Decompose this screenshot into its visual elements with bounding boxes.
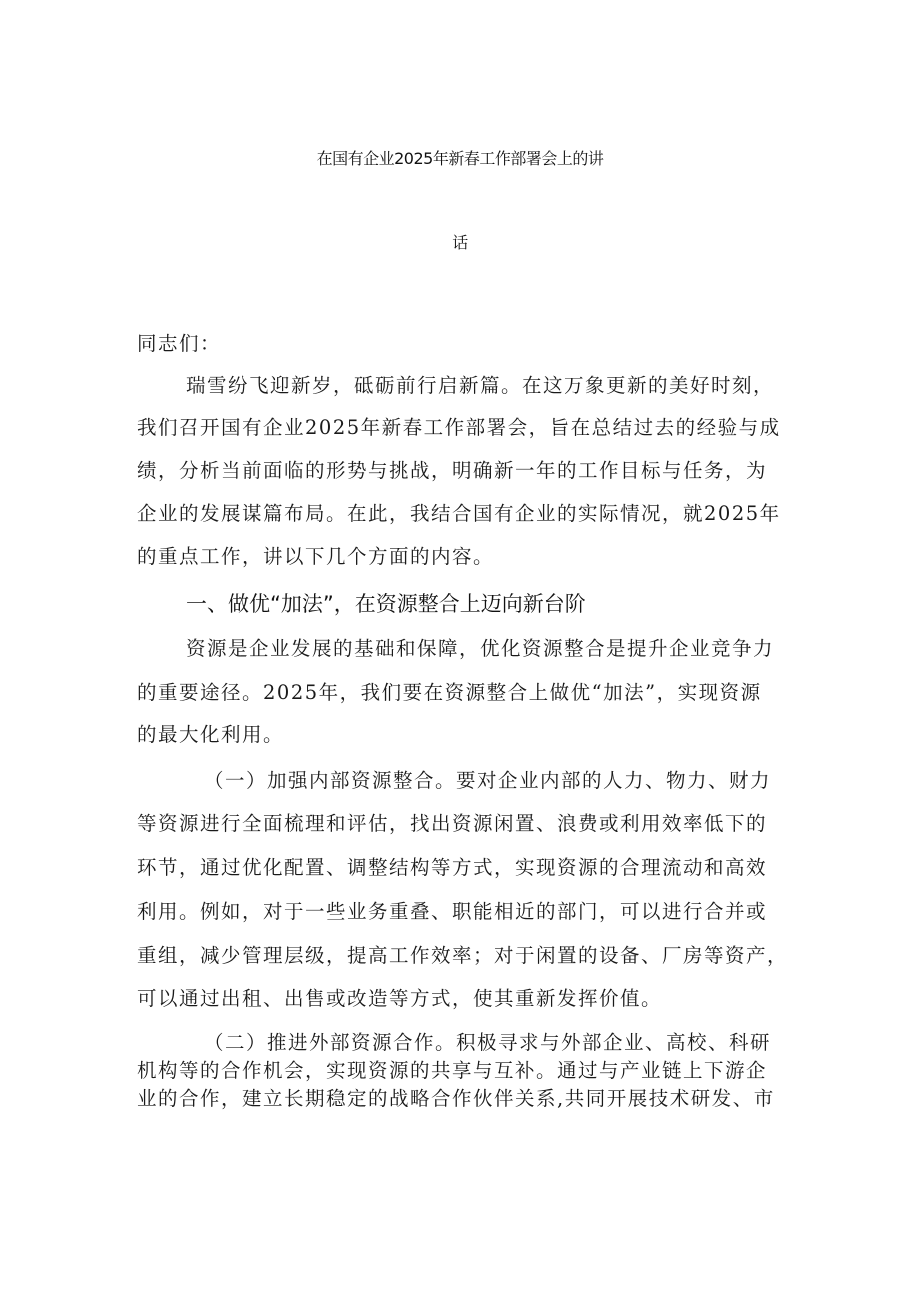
salutation: 同志们： (137, 332, 222, 355)
intro-line: 的重点工作，讲以下几个方面的内容。 (137, 545, 495, 568)
subsection-line: 业的合作，建立长期稳定的战略合作伙伴关系,共同开展技术研发、市 (137, 1087, 775, 1110)
subsection-line: 环节，通过优化配置、调整结构等方式，实现资源的合理流动和高效 (137, 856, 768, 879)
subsection-line: 机构等的合作机会，实现资源的共享与互补。通过与产业链上下游企 (137, 1059, 768, 1082)
subsection-line: 重组，减少管理层级，提高工作效率；对于闲置的设备、厂房等资产， (137, 944, 789, 967)
intro-line: 企业的发展谋篇布局。在此，我结合国有企业的实际情况，就2025年 (137, 502, 781, 525)
document-title-line-1: 在国有企业2025年新春工作部署会上的讲 (316, 149, 604, 168)
section-paragraph-line: 的最大化利用。 (137, 723, 285, 746)
subsection-line: 可以通过出租、出售或改造等方式，使其重新发挥价值。 (137, 987, 663, 1010)
intro-line: 绩，分析当前面临的形势与挑战，明确新一年的工作目标与任务，为 (137, 459, 768, 482)
intro-line: 瑞雪纷飞迎新岁，砥砺前行启新篇。在这万象更新的美好时刻， (186, 374, 775, 397)
section-paragraph-line: 资源是企业发展的基础和保障，优化资源整合是提升企业竞争力 (186, 637, 775, 660)
section-heading: 一、做优“加法”，在资源整合上迈向新台阶 (186, 592, 586, 616)
section-paragraph-line: 的重要途径。2025年，我们要在资源整合上做优“加法”，实现资源 (137, 681, 762, 704)
subsection-line: （二）推进外部资源合作。积极寻求与外部企业、高校、科研 (204, 1031, 772, 1054)
subsection-line: 等资源进行全面梳理和评估，找出资源闲置、浪费或利用效率低下的 (137, 812, 768, 835)
subsection-line: 利用。例如，对于一些业务重叠、职能相近的部门，可以进行合并或 (137, 900, 768, 923)
subsection-line: （一）加强内部资源整合。要对企业内部的人力、物力、财力 (204, 769, 772, 792)
intro-line: 我们召开国有企业2025年新春工作部署会，旨在总结过去的经验与成 (137, 416, 781, 439)
document-title-line-2: 话 (452, 233, 468, 252)
